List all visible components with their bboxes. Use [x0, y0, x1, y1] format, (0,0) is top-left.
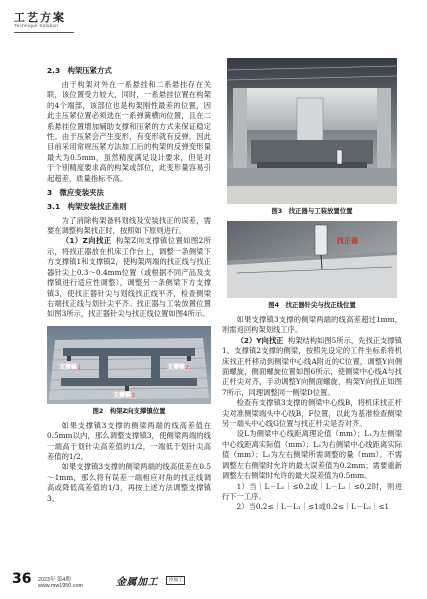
section-header-title: 工艺方案 — [14, 11, 66, 24]
z-alignment-lead: （1）Z向找正 — [61, 236, 112, 246]
left-column — [47, 66, 211, 504]
label-support-1: 支撑镇1 — [59, 363, 82, 371]
paragraph-case-2: 2）当0.2≤｜L－L₁｜≤1或0.2≤｜L－L₂｜≤1 — [236, 502, 390, 512]
website-url: www.mw1950.com — [38, 583, 83, 589]
figure-2-caption: 图2 构架Z向支撑镇位置 — [92, 406, 166, 415]
support-jack — [125, 386, 129, 391]
paragraph-clamping-method: 由于构架对外在一系悬挂和二系悬挂存在关联，该位置受力较大，同时，一系悬挂位置在构架的4个端部，该部位也是构架刚性最差的位置，因此主压紧位置必须选在一系弹簧横向位置，且在二系悬挂位置增加辅助支撑和压紧的方式来保证稳定性。由于压紧会产生变形，有变形就有反弹，因此目前采用常规压紧方法加工后的构架的反弹变形量最大为0.5mm，虽然精度满足设计要求，但是对于个别精度要求高的构架或部位，此变形量容易引起超差，质量指标不高。 — [47, 80, 211, 183]
bogie-frame-workpiece — [251, 140, 373, 164]
section-header-subtitle: Technique Solution — [14, 24, 59, 29]
support-jack — [67, 356, 71, 361]
heading-3: 3 微应变装夹法 — [47, 187, 104, 197]
heading-2-3: 2.3 构架压紧方式 — [47, 66, 112, 75]
paragraph-height-diff-small: 如果支撑镇3支撑的侧梁两端的线高差值在0.5mm以内，那么调整支撑镇3，使侧梁两端的线一端高于划针尖高差值的1/2，一端低于划针尖高差值的1/2。 — [47, 420, 211, 461]
y-alignment-lead: （2）Y向找正 — [236, 335, 284, 345]
y-alignment-body: 构架结构如图5所示，先找正支撑镇1、支撑镇2支撑的侧梁，按照先设定的工件坐标系将机床找正杆移动到侧梁中心线A附近的C位置，调整Y向侧面螺旋，侧面螺旋位置如图6所示，使侧梁中心线A与找正杆尖对齐，手动调整Y向侧面螺旋，构架Y向找正如图7所示，同理调整同一侧梁D位置。 — [222, 335, 402, 397]
figure-3-photo — [227, 58, 397, 204]
label-gauge: 找正器 — [337, 237, 358, 245]
paragraph-y-alignment — [222, 336, 402, 398]
figure-3-caption: 图3 找正器与工装放置位置 — [271, 207, 353, 215]
paragraph-case-1: 1）当｜L－L₁｜≤0.2或｜L－L₂｜≤0.2时，则进行下一工序。 — [222, 481, 402, 501]
issue-info: 2023年 第4期 — [38, 577, 71, 583]
alignment-gauge — [337, 150, 342, 164]
heading-3-1: 3.1 构架安装找正准则 — [47, 201, 127, 211]
gantry-pillar-left — [233, 88, 247, 168]
cross-beam-left — [99, 352, 108, 382]
side-beam-upper — [63, 348, 195, 356]
paragraph-check-centerline: 检查有支撑镇3支撑的侧梁中心线B，将机床找正杆尖对准侧梁端头中心线B，F位置，以此为基准检查侧梁另一端头中心线G位置与找正杆尖是否对齐。 — [222, 398, 402, 429]
label-support-2: 支撑镇2 — [167, 363, 190, 371]
machine-bed — [227, 168, 397, 188]
header-divider — [14, 32, 74, 33]
magazine-logo-sub: 冷加工 — [166, 576, 185, 585]
label-support-3: 支撑镇3 — [113, 391, 136, 399]
paragraph-alignment-intro: 为了消除构架备料划线及安装找正的误差，需要在调整构架找正时，按照如下原则进行。 — [47, 215, 211, 236]
paragraph-height-diff-medium: 如果支撑镇3支撑的侧梁两端的线高低差在0.5～1mm，那么将有误差一端相应对角的找正线调高或降低高差值的1/3，再按上述方法调整支撑镇3。 — [47, 462, 211, 503]
page-number: 36 — [12, 571, 32, 587]
cross-beam-right — [151, 352, 160, 382]
support-jack — [187, 356, 191, 361]
right-column — [222, 58, 402, 513]
figure-2-photo — [47, 326, 211, 404]
spindle-head — [297, 98, 323, 142]
paragraph-z-alignment — [47, 236, 211, 319]
paragraph-variable-definitions: 设L为侧梁中心线距离理论值（mm）；L₁为左侧梁中心线距离实际值（mm）；L₂为右侧梁中心线距离实际值（mm）；L₃为左右侧梁所需调整的量（mm）。不需调整左右侧梁时允许的最大误差值为0.2mm；需要重新调整左右侧梁时允许的最大误差值为0.5mm。 — [222, 429, 402, 481]
shop-floor — [227, 186, 397, 204]
side-beam-lower — [61, 378, 197, 386]
gantry-pillar-right — [377, 88, 391, 168]
magazine-logo: 金属加工 — [116, 577, 158, 588]
z-alignment-body: 构架Z向支撑镇位置如图2所示，将找正器放在机床工作台上，调整一条侧梁下方支撑镇1和支撑镇2，使构架两端的找正线与找正器针尖上0.3～0.4mm位置（或根据不同产品及支撑镇进行适应性调整），调整另一条侧梁下方支撑镇3，使找正器针尖与划线找正线平齐，检查侧梁右端找正线与划针尖平齐。找正器与工装放置位置如图3所示，找正器针尖与找正线位置如图4所示。 — [47, 236, 211, 319]
figure-4-caption: 图4 找正器针尖与找正线位置 — [268, 301, 356, 309]
gauge-body — [315, 225, 327, 255]
figure-4-photo — [227, 221, 397, 298]
paragraph-height-diff-large: 如果支撑镇3支撑的侧梁两端的线高差超过1mm，则需返回构架划线工序。 — [222, 315, 402, 335]
